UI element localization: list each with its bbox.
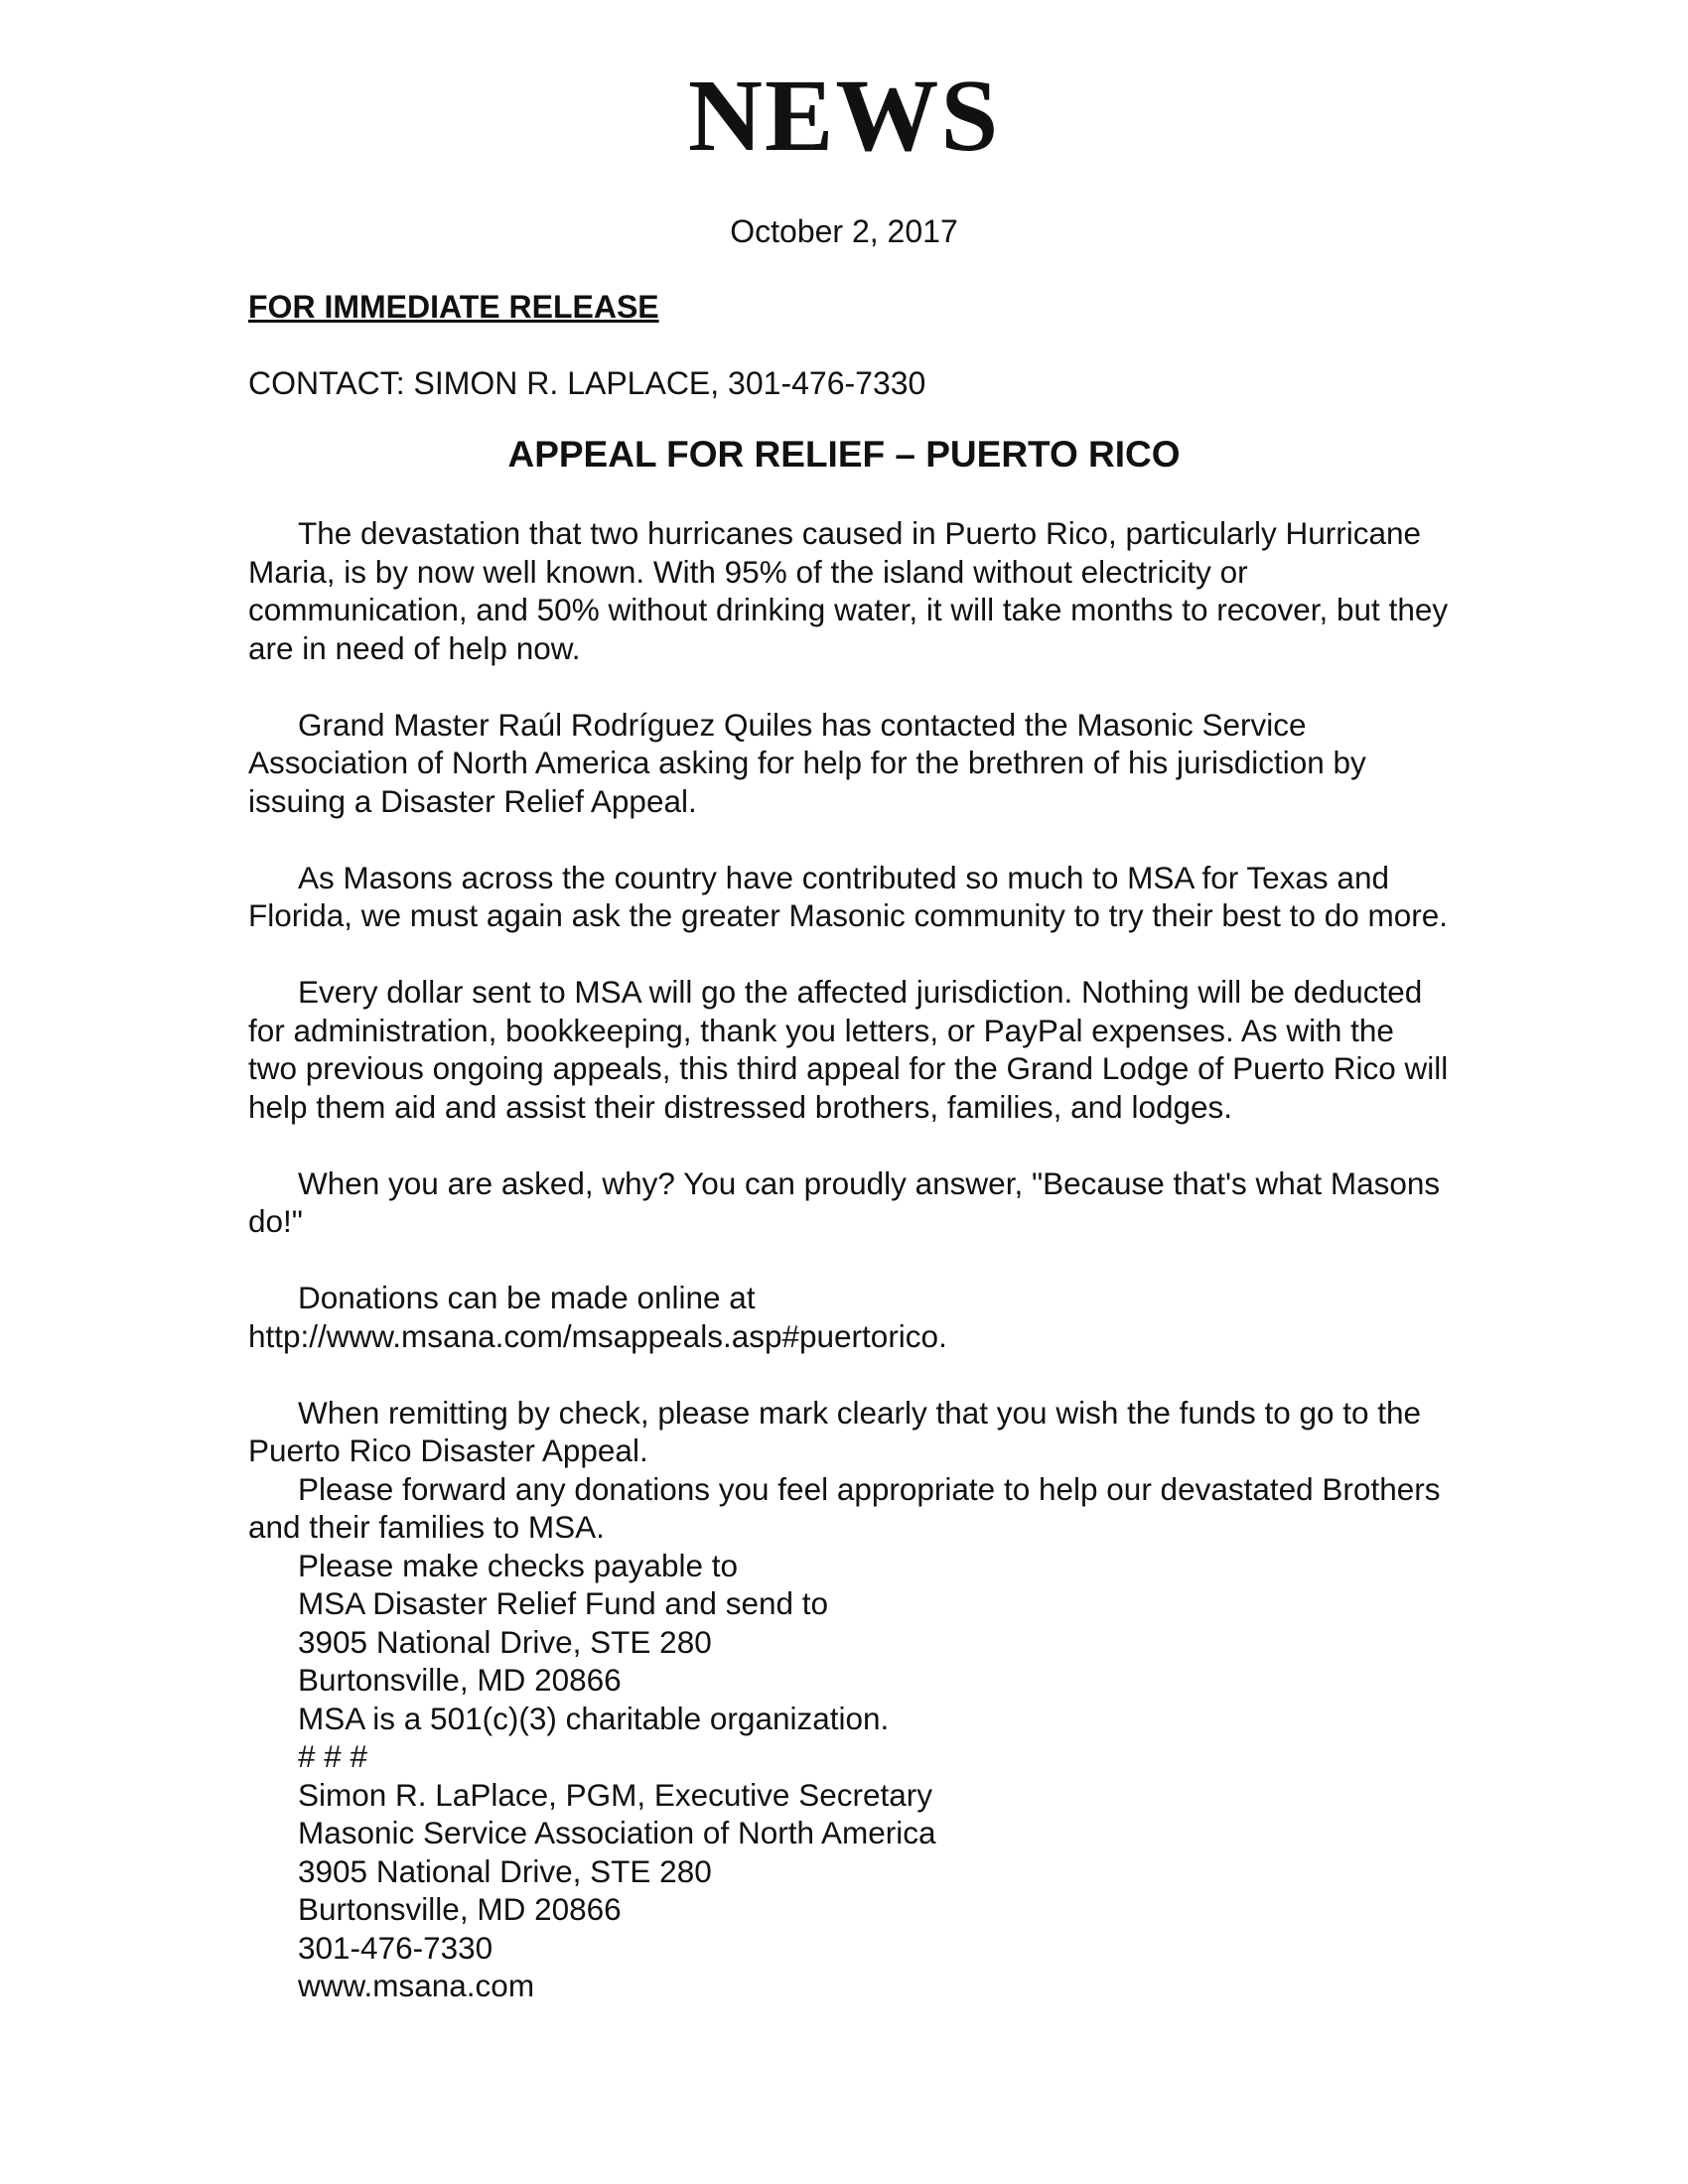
signature-city-line: Burtonsville, MD 20866 (298, 1891, 622, 1927)
paragraph-online-donations: Donations can be made online at http://www.msana.com/msappeals.asp#puertorico. (248, 1280, 947, 1354)
paragraph-masons-do: When you are asked, why? You can proudly answer, "Because that's what Masons do!" (248, 1164, 1441, 1239)
paragraph-forward-donations: Please forward any donations you feel appropriate to help our devastated Brothers and their families to MSA. (248, 1470, 1441, 1545)
address-city-line: Burtonsville, MD 20866 (298, 1662, 622, 1698)
signatory-name: Simon R. LaPlace, PGM, Executive Secretary (298, 1776, 932, 1813)
masthead-title: NEWS (687, 59, 1001, 173)
contact-line: CONTACT: SIMON R. LAPLACE, 301-476-7330 (248, 365, 926, 401)
headline: APPEAL FOR RELIEF – PUERTO RICO (507, 434, 1181, 475)
paragraph-every-dollar: Every dollar sent to MSA will go the affected jurisdiction. Nothing will be deducted for administration, bookkeeping, thank you letters, or PayPal expenses. As with the two previous ongoing appeals, this third appeal for the Grand Lodge of Puerto Rico will help them aid and assist their distressed brothers, families, and lodges. (248, 974, 1449, 1125)
organization-name: Masonic Service Association of North America (298, 1815, 936, 1850)
check-and-signature-block (248, 1547, 1450, 2005)
paragraph-hurricane-impact: The devastation that two hurricanes caused in Puerto Rico, particularly Hurricane Maria, is by now well known. With 95% of the island without electricity or communication, and 50% without drinking water, it will take months to recover, but they are in need of help now. (248, 515, 1449, 666)
paragraph-masonic-community: As Masons across the country have contributed so much to MSA for Texas and Florida, we must again ask the greater Masonic community to try their best to do more. (248, 859, 1449, 933)
checks-payable-line: Please make checks payable to (298, 1547, 738, 1583)
signature-website: www.msana.com (298, 1968, 535, 2003)
signature-street-line: 3905 National Drive, STE 280 (298, 1852, 712, 1889)
charity-status-line: MSA is a 501(c)(3) charitable organization. (298, 1700, 890, 1736)
release-label: FOR IMMEDIATE RELEASE (248, 289, 659, 325)
address-street-line: 3905 National Drive, STE 280 (298, 1623, 712, 1660)
release-body (248, 514, 1450, 2005)
signature-phone: 301-476-7330 (298, 1929, 493, 1966)
paragraph-grand-master-request: Grand Master Raúl Rodríguez Quiles has contacted the Masonic Service Association of North America asking for help for the brethren of his jurisdiction by issuing a Disaster Relief Appeal. (248, 706, 1366, 819)
end-marker: # # # (298, 1738, 368, 1774)
release-date: October 2, 2017 (730, 213, 958, 249)
fund-name-line: MSA Disaster Relief Fund and send to (298, 1585, 829, 1621)
paragraph-check-remit: When remitting by check, please mark clearly that you wish the funds to go to the Puerto Rico Disaster Appeal. (248, 1394, 1422, 1468)
